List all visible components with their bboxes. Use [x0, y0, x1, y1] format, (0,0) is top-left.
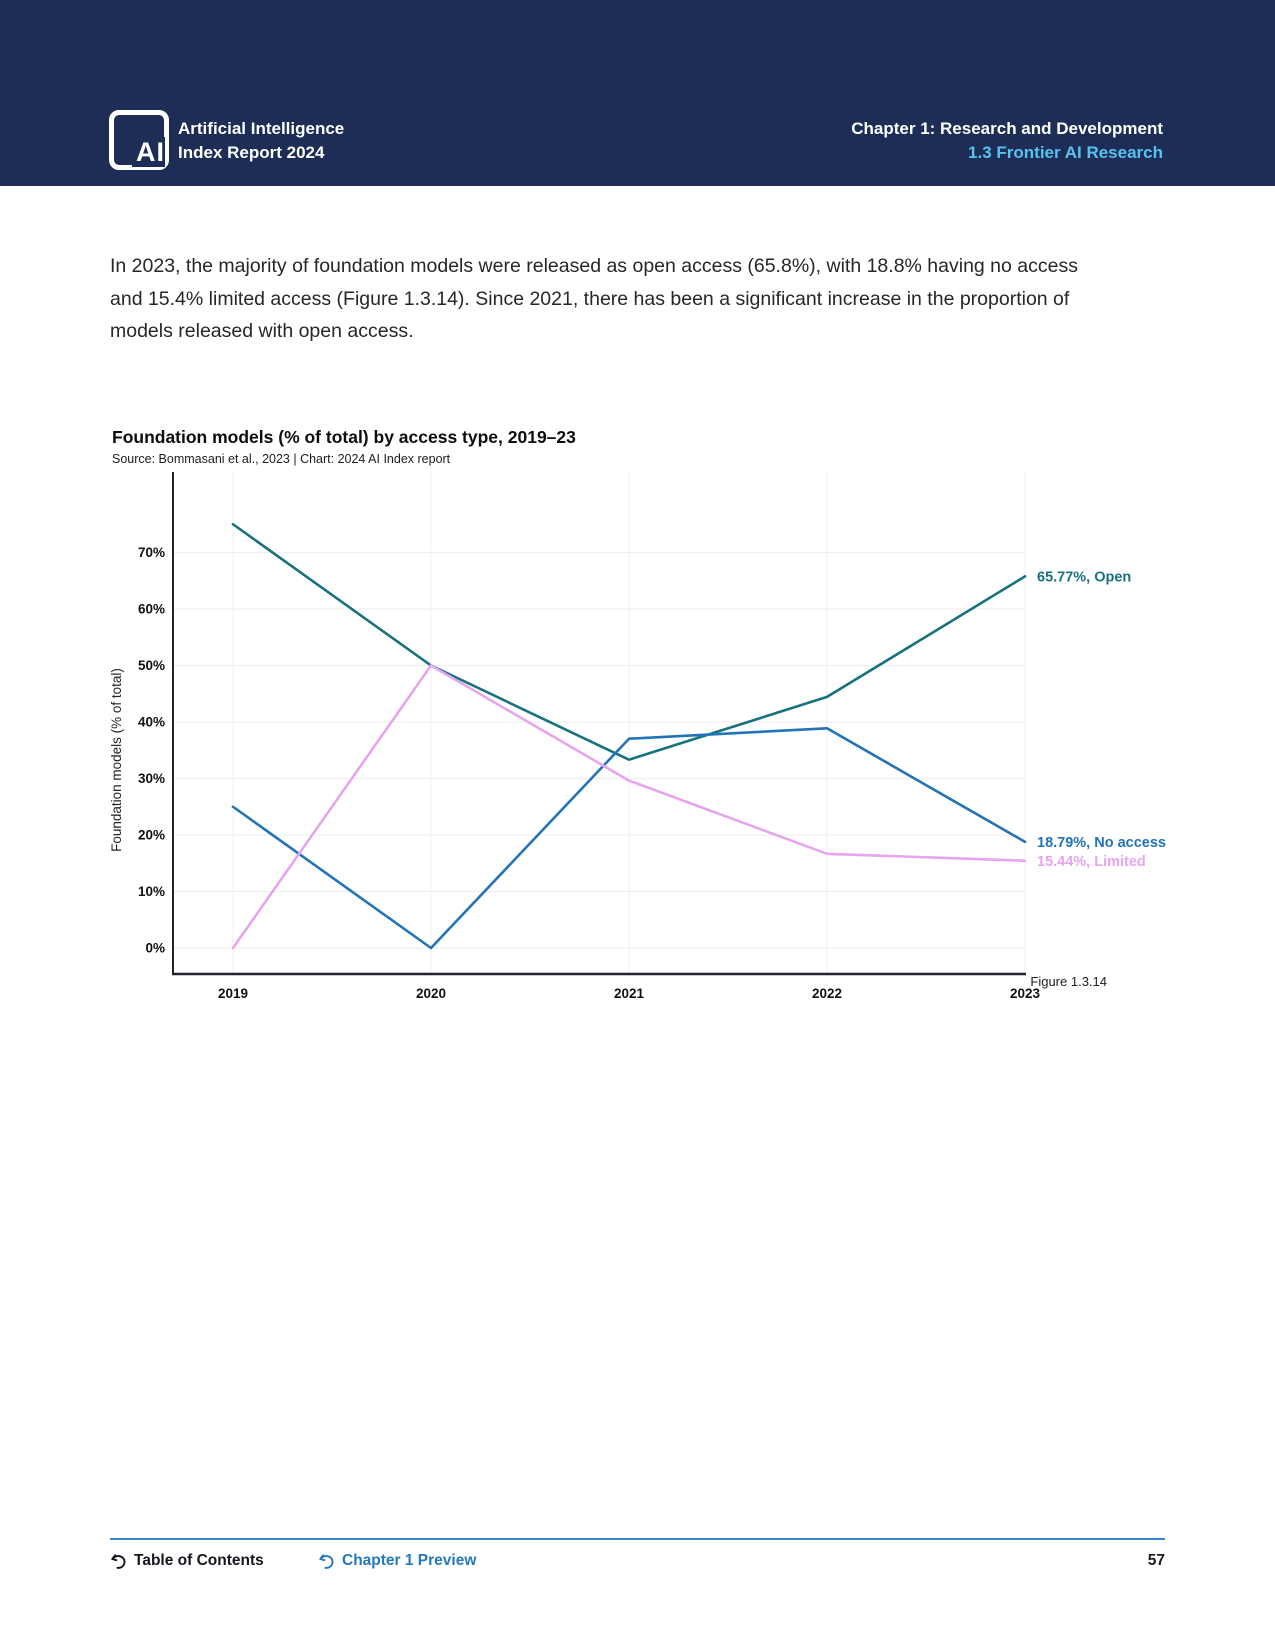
y-tick-label: 50%: [137, 658, 165, 673]
series-end-label-limited: 15.44%, Limited: [1037, 853, 1146, 870]
y-tick-label: 10%: [137, 884, 165, 899]
chapter-title: Chapter 1: Research and Development: [851, 119, 1163, 138]
footer-rule: [110, 1538, 1165, 1540]
figure-caption: Figure 1.3.14: [1030, 974, 1107, 989]
x-tick-label: 2019: [217, 986, 249, 1001]
brand-line2: Index Report 2024: [178, 143, 325, 162]
chart-title: Foundation models (% of total) by access type, 2019–23: [112, 427, 576, 447]
y-tick-label: 20%: [137, 827, 165, 843]
chart-svg: [105, 460, 1180, 1020]
page-number: 57: [1147, 1552, 1165, 1569]
y-tick-label: 60%: [137, 601, 165, 617]
header-breadcrumb: [851, 117, 1163, 165]
y-tick-label: 0%: [145, 940, 165, 956]
brand-line1: Artificial Intelligence: [178, 119, 345, 138]
chart-source: Source: Bommasani et al., 2023 | Chart: 2024 AI Index report: [112, 452, 451, 466]
return-arrow-icon: [318, 1553, 335, 1570]
chapter-preview-link[interactable]: [318, 1552, 476, 1570]
ai-index-logo-letters: AI: [132, 137, 165, 167]
header-band: [0, 0, 1275, 186]
series-end-label-no-access: 18.79%, No access: [1037, 834, 1166, 851]
x-tick-label: 2023: [1009, 986, 1041, 1001]
y-tick-label: 70%: [137, 545, 165, 560]
y-tick-label: 30%: [137, 771, 165, 786]
x-tick-label: 2022: [811, 986, 843, 1001]
x-tick-label: 2020: [415, 986, 447, 1001]
report-brand: [178, 117, 344, 165]
body-paragraph: In 2023, the majority of foundation models were released as open access (65.8%), with 18.8% having no access and 15.4% limited access (Figure 1.3.14). Since 2021, there has been a significant increase in the proportion of models released with open access.: [110, 255, 1078, 342]
y-tick-label: 40%: [137, 714, 165, 730]
series-end-label-open: 65.77%, Open: [1037, 569, 1132, 586]
return-arrow-icon: [110, 1553, 127, 1570]
section-title: 1.3 Frontier AI Research: [968, 143, 1163, 162]
chapter-preview-label: Chapter 1 Preview: [342, 1552, 477, 1569]
table-of-contents-label: Table of Contents: [134, 1552, 264, 1569]
ai-index-logo: [109, 110, 169, 170]
table-of-contents-link[interactable]: [110, 1552, 264, 1570]
y-axis-title: Foundation models (% of total): [109, 668, 124, 852]
x-tick-label: 2021: [613, 986, 645, 1001]
